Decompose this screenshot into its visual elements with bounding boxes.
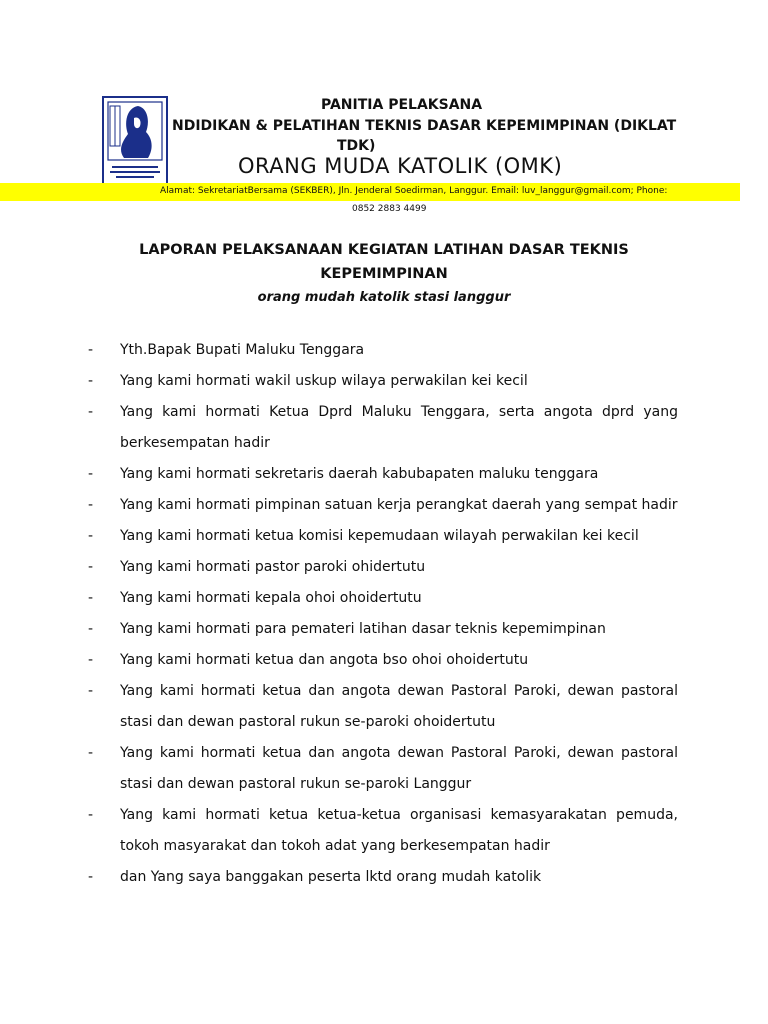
training-abbreviation: TDK) bbox=[337, 138, 376, 154]
list-item bbox=[88, 645, 678, 676]
list-item bbox=[88, 552, 678, 583]
bullet-dash: - bbox=[88, 745, 94, 761]
list-item-text: Yang kami hormati pastor paroki ohidertutu bbox=[120, 559, 426, 575]
bullet-dash: - bbox=[88, 466, 94, 482]
bullet-dash: - bbox=[88, 869, 94, 885]
phone-number: 0852 2883 4499 bbox=[352, 204, 427, 214]
list-item-text: Yang kami hormati pimpinan satuan kerja perangkat daerah yang sempat hadir bbox=[120, 497, 678, 513]
list-item bbox=[88, 490, 678, 521]
list-item bbox=[88, 614, 678, 645]
list-item-text: Yth.Bapak Bupati Maluku Tenggara bbox=[120, 342, 365, 358]
list-item bbox=[88, 366, 678, 397]
bullet-dash: - bbox=[88, 652, 94, 668]
bullet-dash: - bbox=[88, 373, 94, 389]
organization-name: ORANG MUDA KATOLIK (OMK) bbox=[238, 154, 563, 178]
bullet-dash: - bbox=[88, 497, 94, 513]
list-item bbox=[88, 676, 678, 738]
bullet-dash: - bbox=[88, 683, 94, 699]
list-item bbox=[88, 521, 678, 552]
list-item-text: Yang kami hormati ketua ketua-ketua organisasi kemasyarakatan pemuda, tokoh masyarakat dan tokoh adat yang berkesempatan hadir bbox=[120, 807, 678, 854]
list-item bbox=[88, 397, 678, 459]
greeting-list bbox=[88, 335, 678, 893]
omk-logo bbox=[102, 96, 168, 188]
list-item-text: Yang kami hormati kepala ohoi ohoidertutu bbox=[120, 590, 422, 606]
report-title-continued: KEPEMIMPINAN bbox=[320, 266, 448, 282]
list-item-text: Yang kami hormati ketua dan angota bso ohoi ohoidertutu bbox=[120, 652, 529, 668]
list-item bbox=[88, 459, 678, 490]
bullet-dash: - bbox=[88, 590, 94, 606]
report-title: LAPORAN PELAKSANAAN KEGIATAN LATIHAN DASAR TEKNIS bbox=[139, 242, 629, 258]
bullet-dash: - bbox=[88, 342, 94, 358]
address-text: Alamat: SekretariatBersama (SEKBER), Jln. Jenderal Soedirman, Langgur. Email: luv_langgur@gmail.com; Phone: bbox=[160, 186, 668, 196]
list-item bbox=[88, 335, 678, 366]
bullet-dash: - bbox=[88, 807, 94, 823]
list-item-text: Yang kami hormati ketua dan angota dewan Pastoral Paroki, dewan pastoral stasi dan dewan pastoral rukun se-paroki Langgur bbox=[120, 745, 678, 792]
report-subtitle: orang mudah katolik stasi langgur bbox=[257, 290, 511, 305]
bullet-dash: - bbox=[88, 404, 94, 420]
list-item-text: Yang kami hormati ketua dan angota dewan Pastoral Paroki, dewan pastoral stasi dan dewan pastoral rukun se-paroki ohoidertutu bbox=[120, 683, 678, 730]
list-item-text: Yang kami hormati Ketua Dprd Maluku Tenggara, serta angota dprd yang berkesempatan hadir bbox=[120, 404, 678, 451]
list-item bbox=[88, 862, 678, 893]
list-item-text: Yang kami hormati ketua komisi kepemudaan wilayah perwakilan kei kecil bbox=[120, 528, 639, 544]
list-item-text: dan Yang saya banggakan peserta lktd orang mudah katolik bbox=[120, 869, 542, 885]
list-item-text: Yang kami hormati wakil uskup wilaya perwakilan kei kecil bbox=[120, 373, 528, 389]
logo-figure-icon bbox=[104, 98, 166, 186]
committee-label: PANITIA PELAKSANA bbox=[321, 97, 483, 113]
bullet-dash: - bbox=[88, 559, 94, 575]
list-item-text: Yang kami hormati para pemateri latihan dasar teknis kepemimpinan bbox=[120, 621, 606, 637]
training-title: NDIDIKAN & PELATIHAN TEKNIS DASAR KEPEMIMPINAN (DIKLAT bbox=[172, 118, 677, 134]
list-item bbox=[88, 800, 678, 862]
bullet-dash: - bbox=[88, 528, 94, 544]
bullet-dash: - bbox=[88, 621, 94, 637]
list-item bbox=[88, 738, 678, 800]
list-item bbox=[88, 583, 678, 614]
list-item-text: Yang kami hormati sekretaris daerah kabubapaten maluku tenggara bbox=[120, 466, 599, 482]
